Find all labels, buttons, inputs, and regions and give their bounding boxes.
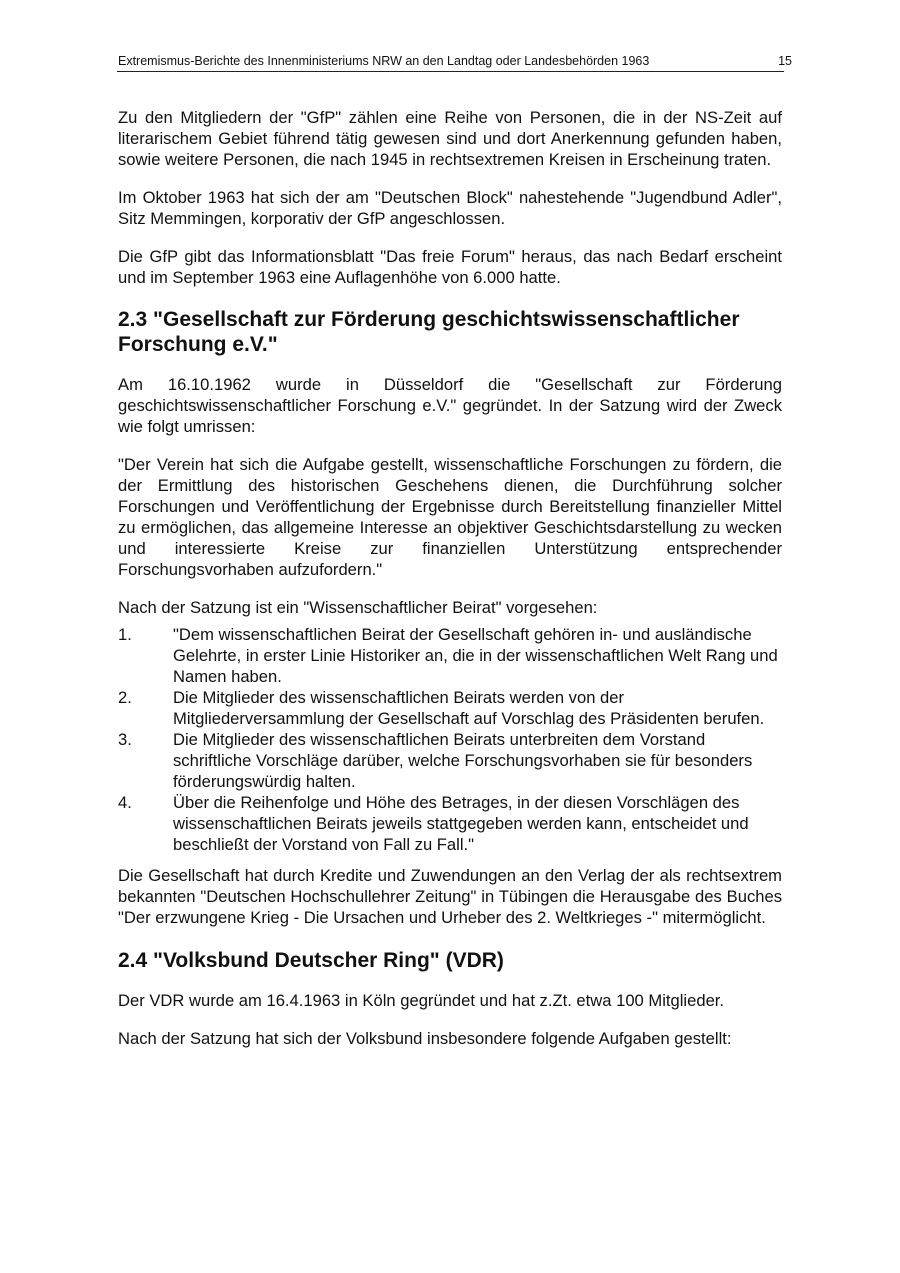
numbered-list xyxy=(118,624,782,855)
paragraph: Im Oktober 1963 hat sich der am "Deutschen Block" nahestehende "Jugendbund Adler", Sitz Memmingen, korporativ der GfP angeschlossen. xyxy=(118,188,782,228)
page-number: 15 xyxy=(778,54,792,68)
list-item-text: Die Mitglieder des wissenschaftlichen Beirats unterbreiten dem Vorstand schriftliche Vorschläge darüber, welche Forschungsvorhaben sie für besonders förderungswürdig halten. xyxy=(173,730,753,791)
header-title: Extremismus-Berichte des Innenministeriums NRW an den Landtag oder Landesbehörden 1963 xyxy=(118,54,650,68)
list-item xyxy=(118,624,782,687)
paragraph: Die GfP gibt das Informationsblatt "Das freie Forum" heraus, das nach Bedarf erscheint und im September 1963 eine Auflagenhöhe von 6.000 hatte. xyxy=(118,247,782,287)
list-item-text: Die Mitglieder des wissenschaftlichen Beirats werden von der Mitgliederversammlung der Gesellschaft auf Vorschlag des Präsidenten berufen. xyxy=(173,688,765,728)
list-item-number: 1. xyxy=(118,625,132,644)
paragraph: Nach der Satzung ist ein "Wissenschaftlicher Beirat" vorgesehen: xyxy=(118,598,598,617)
page-content xyxy=(118,107,782,1049)
list-item-number: 3. xyxy=(118,730,132,749)
paragraph: Zu den Mitgliedern der "GfP" zählen eine Reihe von Personen, die in der NS-Zeit auf literarischem Gebiet führend tätig gewesen sind und dort Anerkennung gefunden haben, sowie weitere Personen, die nach 1945 in rechtsextremen Kreisen in Erscheinung traten. xyxy=(118,108,782,169)
list-item-number: 4. xyxy=(118,793,132,812)
paragraph: Der VDR wurde am 16.4.1963 in Köln gegründet und hat z.Zt. etwa 100 Mitglieder. xyxy=(118,991,725,1010)
list-item xyxy=(118,729,782,792)
paragraph: Die Gesellschaft hat durch Kredite und Zuwendungen an den Verlag der als rechtsextrem bekannten "Deutschen Hochschullehrer Zeitung" in Tübingen die Herausgabe des Buches "Der erzwungene Krieg - Die Ursachen und Urheber des 2. Weltkrieges -" mitermöglicht. xyxy=(118,866,782,927)
section-heading-2-4: 2.4 "Volksbund Deutscher Ring" (VDR) xyxy=(118,949,504,972)
paragraph: Nach der Satzung hat sich der Volksbund insbesondere folgende Aufgaben gestellt: xyxy=(118,1029,732,1048)
list-item xyxy=(118,792,782,855)
section-heading-2-3: 2.3 "Gesellschaft zur Förderung geschichtswissenschaftlicher Forschung e.V." xyxy=(118,308,740,356)
page-header xyxy=(117,53,792,72)
list-item xyxy=(118,687,782,729)
list-item-text: "Dem wissenschaftlichen Beirat der Gesellschaft gehören in- und ausländische Gelehrte, in erster Linie Historiker an, die in der wissenschaftlichen Welt Rang und Namen haben. xyxy=(173,625,778,686)
quote-paragraph: "Der Verein hat sich die Aufgabe gestellt, wissenschaftliche Forschungen zu fördern, die der Ermittlung des historischen Geschehens dienen, die Durchführung solcher Forschungen und Veröffentlichung der Ergebnisse durch Bereitstellung finanzieller Mittel zu ermöglichen, das allgemeine Interesse an objektiver Geschichtsdarstellung zu wecken und interessierte Kreise zur finanziellen Unterstützung entsprechender Forschungsvorhaben aufzufordern." xyxy=(118,455,782,579)
list-item-number: 2. xyxy=(118,688,132,707)
paragraph: Am 16.10.1962 wurde in Düsseldorf die "Gesellschaft zur Förderung geschichtswissenschaftlicher Forschung e.V." gegründet. In der Satzung wird der Zweck wie folgt umrissen: xyxy=(118,375,782,436)
list-item-text: Über die Reihenfolge und Höhe des Betrages, in der diesen Vorschlägen des wissenschaftlichen Beirats jeweils stattgegeben werden kann, entscheidet und beschließt der Vorstand von Fall zu Fall." xyxy=(173,793,749,854)
